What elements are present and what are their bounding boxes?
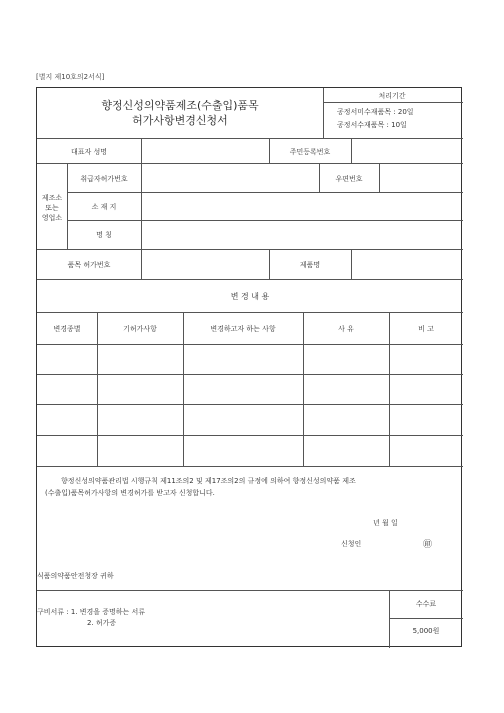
statement-line1: 향정신성의약품관리법 시행규칙 제11조의2 및 제17조의2의 규정에 의하여 향정신성의약품 제조 xyxy=(61,477,356,485)
form-number-caption: [별지 제10호의2서식] xyxy=(36,73,105,81)
changes-header: 변 경 내 용 xyxy=(230,292,270,301)
handler-permit-label: 취급자허가번호 xyxy=(80,175,128,183)
col-prior-permit: 기허가사항 xyxy=(123,325,157,333)
facility-label-3: 영업소 xyxy=(41,214,63,222)
col-change-type: 변경종별 xyxy=(53,325,81,333)
form-title-line1: 향정신성의약품제조(수출입)품목 xyxy=(101,99,259,112)
addressee: 식품의약품안전청장 귀하 xyxy=(37,572,114,580)
col-requested-change: 변경하고자 하는 사항 xyxy=(210,325,276,333)
date-line: 년 월 일 xyxy=(373,519,398,527)
statement-line2: (수출입)품목허가사항의 변경허가를 받고자 신청합니다. xyxy=(45,489,215,497)
seal-mark: ㊞ xyxy=(423,540,433,550)
fee-label: 수수료 xyxy=(415,600,437,608)
fee-value: 5,000원 xyxy=(412,627,440,635)
facility-label-2: 또는 xyxy=(45,204,59,212)
required-docs-item2: 2. 허가증 xyxy=(87,619,117,627)
rep-name-label: 대표자 성명 xyxy=(70,148,108,156)
form-title-line2: 허가사항변경신청서 xyxy=(132,114,228,127)
item-permit-label: 품목 허가번호 xyxy=(67,261,111,269)
application-form xyxy=(36,87,462,647)
applicant-label: 신청인 xyxy=(341,540,362,548)
processing-period-line2: 공정서수재품목 : 10일 xyxy=(337,121,407,129)
resident-no-label: 주민등록번호 xyxy=(289,148,331,156)
col-remarks: 비 고 xyxy=(418,325,434,333)
facility-label-1: 제조소 xyxy=(41,194,63,202)
col-reason: 사 유 xyxy=(338,325,354,333)
processing-period-line1: 공정서미수재품목 : 20일 xyxy=(337,108,414,116)
product-name-label: 제품명 xyxy=(299,261,321,269)
postal-code-label: 우편번호 xyxy=(335,175,363,183)
required-docs-label: 구비서류 : 1. 변경을 증명하는 서류 xyxy=(37,608,146,616)
processing-period-header: 처리기간 xyxy=(378,92,406,100)
address-label: 소 재 지 xyxy=(91,203,117,211)
facility-name-label: 명 칭 xyxy=(96,231,112,239)
